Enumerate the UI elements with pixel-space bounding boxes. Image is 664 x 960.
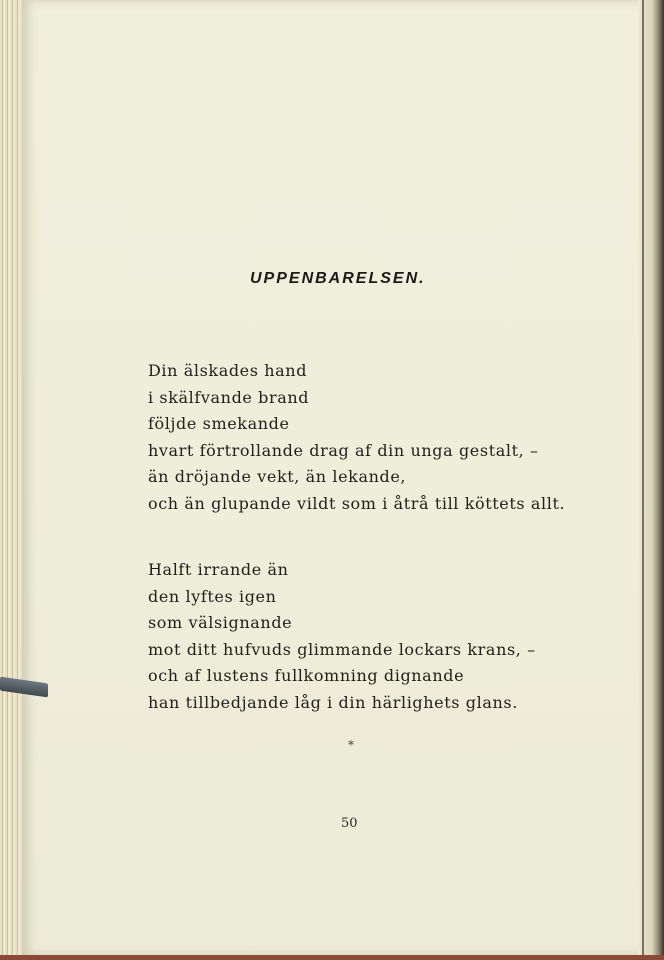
page-number: 50 (341, 816, 358, 831)
poem-line: som välsignande (148, 613, 293, 632)
poem-line: och af lustens fullkomning dignande (148, 666, 465, 685)
poem-line: den lyftes igen (148, 586, 277, 606)
stanza-1 (148, 358, 588, 517)
asterisk-ornament: * (348, 738, 354, 752)
poem-title: UPPENBARELSEN. (250, 270, 426, 287)
book-bottom-edge (0, 955, 664, 960)
poem-line: Halft irrande än (148, 560, 289, 579)
poem-line: följde smekande (148, 414, 290, 433)
poem-line: i skälfvande brand (148, 387, 310, 407)
poem-line: han tillbedjande låg i din härlighets glans. (148, 692, 518, 712)
stanza-2 (148, 557, 588, 716)
poem-line: och än glupande vildt som i åtrå till köttets allt. (148, 493, 566, 513)
poem-line: mot ditt hufvuds glimmande lockars krans, – (148, 639, 536, 659)
poem-line: än dröjande vekt, än lekande, (148, 467, 407, 486)
binding-line (642, 0, 644, 960)
poem-line: hvart förtrollande drag af din unga gestalt, – (148, 440, 539, 460)
poem-line: Din älskades hand (148, 361, 308, 380)
